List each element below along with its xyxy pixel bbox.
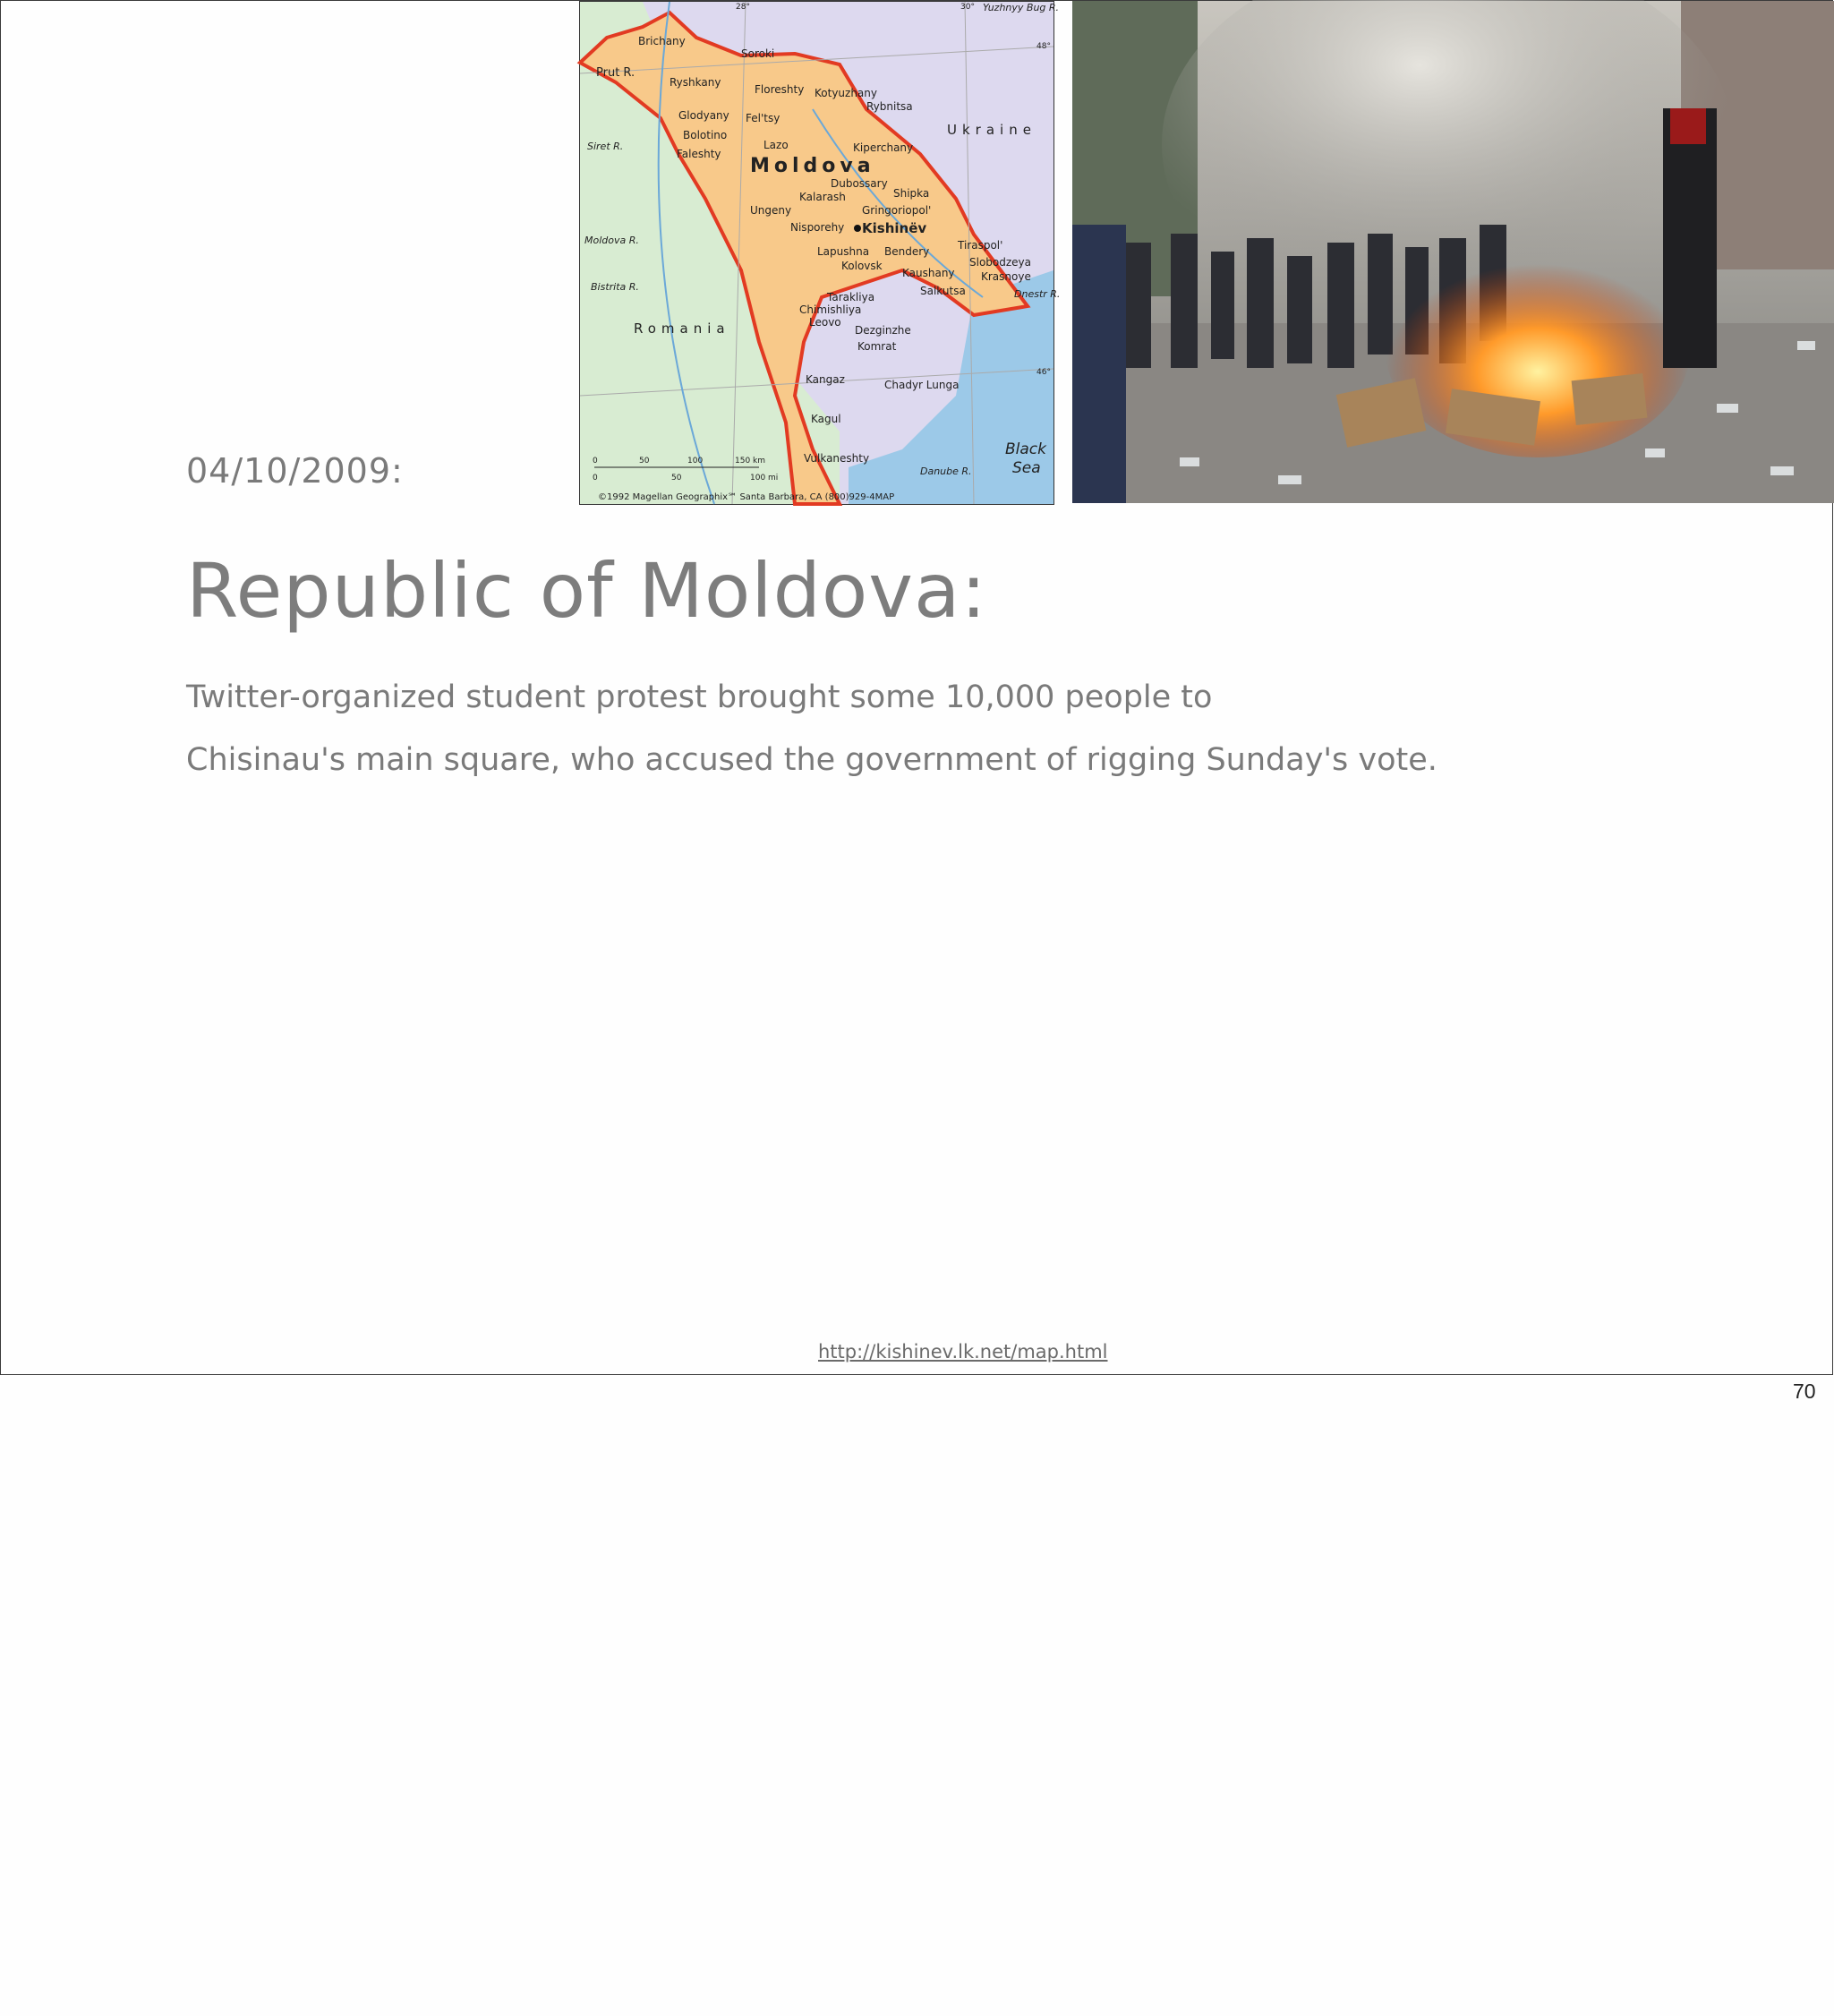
map-city-label: Lapushna (817, 245, 870, 258)
map-city-label: Kagul (811, 413, 841, 425)
map-city-label: Floreshty (755, 83, 805, 96)
masked-person (1663, 108, 1717, 368)
map-city-label: Ungeny (750, 204, 792, 217)
map-city-label: Leovo (809, 316, 841, 329)
map-neighbor-romania: Romania (634, 320, 730, 337)
map-city-label: Dubossary (831, 177, 888, 190)
map-city-label: Lazo (763, 139, 789, 151)
map-sea-label-2: Sea (1012, 459, 1041, 477)
map-river-label: Siret R. (587, 141, 624, 152)
map-city-label: Chadyr Lunga (884, 379, 960, 391)
map-scale-label: 100 (687, 457, 704, 466)
map-city-label: Dezginzhe (855, 324, 911, 337)
map-river-label: Bistrita R. (591, 281, 639, 293)
map-city-label: Fel'tsy (746, 112, 781, 124)
map-scale-label: 100 mi (750, 474, 779, 483)
map-neighbor-ukraine: Ukraine (947, 122, 1036, 138)
body-text-line-2: Chisinau's main square, who accused the government of rigging Sunday's vote. (186, 742, 1437, 778)
map-city-label: Kangaz (806, 373, 845, 386)
map-city-label: Komrat (857, 340, 897, 353)
map-city-label: Bendery (884, 245, 930, 258)
map-city-label: Krasnoye (981, 270, 1031, 283)
map-scale-label: 0 (593, 474, 598, 483)
map-city-label: Bolotino (683, 129, 728, 141)
map-sea-label-1: Black (1005, 440, 1046, 458)
foreground-person (1072, 225, 1126, 503)
map-city-label: Chimishliya (799, 303, 862, 316)
map-city-label: Kaushany (902, 267, 955, 279)
slide-title: Republic of Moldova: (186, 547, 987, 635)
map-river-label: Dnestr R. (1014, 288, 1061, 300)
map-city-label: Shipka (893, 187, 930, 200)
moldova-map-image (579, 1, 1061, 505)
source-link[interactable]: http://kishinev.lk.net/map.html (818, 1341, 1108, 1363)
protest-photo-image (1072, 1, 1834, 503)
map-city-label: Tarakliya (827, 291, 875, 303)
map-city-label: Brichany (638, 35, 686, 47)
event-date: 04/10/2009: (186, 451, 404, 491)
map-country-label: Moldova (750, 155, 875, 177)
map-city-label: Rybnitsa (866, 100, 913, 113)
map-city-label: Salkutsa (920, 285, 966, 297)
map-city-label: Kiperchany (853, 141, 914, 154)
map-graticule-label: 48° (1036, 42, 1051, 51)
map-city-label: Glodyany (678, 109, 729, 122)
map-river-label: Prut R. (596, 66, 636, 80)
map-river-label: Danube R. (920, 466, 972, 477)
map-graticule-label: 46° (1036, 368, 1051, 377)
map-credit: ©1992 Magellan Geographix℠ Santa Barbara, CA (800)929-4MAP (598, 492, 895, 502)
map-capital-label: Kishinëv (862, 220, 927, 236)
map-river-label: Moldova R. (584, 235, 639, 246)
map-city-label: Vulkaneshty (804, 452, 870, 465)
map-scale-label: 50 (671, 474, 682, 483)
map-graticule-label: 30° (960, 3, 975, 12)
map-city-label: Kotyuzhany (815, 87, 877, 99)
body-text-line-1: Twitter-organized student protest brought some 10,000 people to (186, 679, 1213, 715)
map-city-label: Nisporehy (790, 221, 845, 234)
map-city-label: Slobodzeya (969, 256, 1032, 269)
map-city-label: Tiraspol' (958, 239, 1003, 252)
map-river-label: Yuzhnyy Bug R. (983, 2, 1060, 13)
map-city-label: Gringoriopol' (862, 204, 932, 217)
fire (1386, 243, 1690, 457)
map-scale-label: 0 (593, 457, 598, 466)
map-city-label: Kolovsk (841, 260, 883, 272)
map-scale-label: 150 km (735, 457, 766, 466)
map-city-label: Soroki (741, 47, 775, 60)
page-number: 70 (1793, 1380, 1816, 1403)
map-scale-label: 50 (639, 457, 650, 466)
map-city-label: Ryshkany (670, 76, 721, 89)
map-graticule-label: 28° (736, 3, 750, 12)
map-city-label: Kalarash (799, 191, 846, 203)
map-city-label: Faleshty (677, 148, 721, 160)
